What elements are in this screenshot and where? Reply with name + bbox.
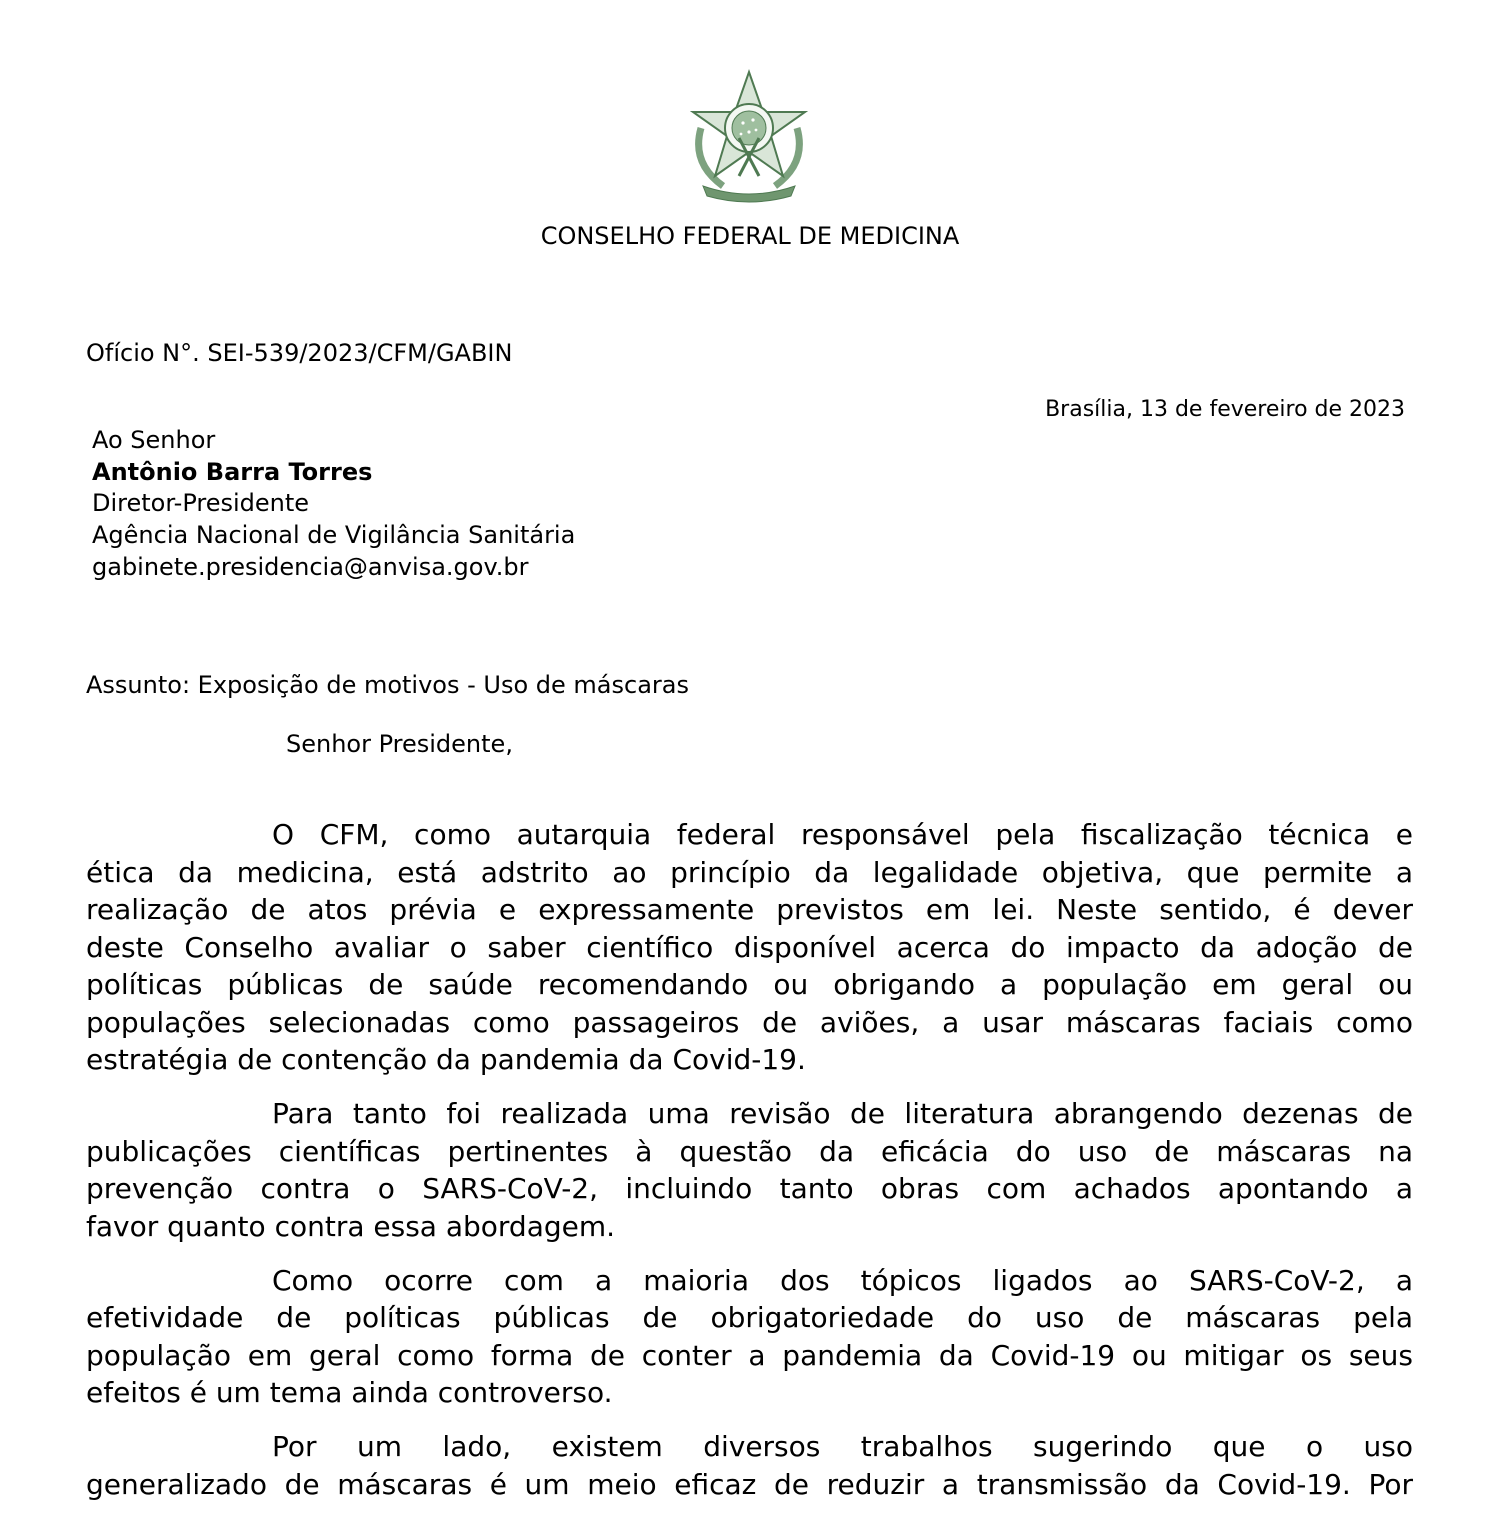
paragraph-line: populações selecionadas como passageiros de aviões, a usar máscaras faciais como xyxy=(86,1005,1413,1039)
letter-date: Brasília, 13 de fevereiro de 2023 xyxy=(1045,397,1405,422)
body-paragraph xyxy=(86,1428,1413,1503)
body-paragraph xyxy=(86,816,1413,1079)
subject-line: Assunto: Exposição de motivos - Uso de máscaras xyxy=(86,671,689,699)
paragraph-line: O CFM, como autarquia federal responsável pela fiscalização técnica e xyxy=(272,818,1413,851)
recipient-salutation: Ao Senhor xyxy=(92,426,216,454)
paragraph-line: deste Conselho avaliar o saber científico disponível acerca do impacto da adoção de xyxy=(86,930,1413,964)
paragraph-line: generalizado de máscaras é um meio eficaz de reduzir a transmissão da Covid-19. Por xyxy=(86,1467,1413,1501)
paragraph-line: efetividade de políticas públicas de obrigatoriedade do uso de máscaras pela xyxy=(86,1301,1413,1334)
paragraph-line: população em geral como forma de conter a pandemia da Covid-19 ou mitigar os seus xyxy=(86,1338,1413,1372)
oficio-number: Ofício N°. SEI-539/2023/CFM/GABIN xyxy=(86,339,513,367)
paragraph-line: prevenção contra o SARS-CoV-2, incluindo tanto obras com achados apontando a xyxy=(86,1172,1413,1205)
body-paragraph xyxy=(86,1262,1413,1412)
paragraph-line: estratégia de contenção da pandemia da Covid-19. xyxy=(86,1043,806,1076)
paragraph-line: políticas públicas de saúde recomendando ou obrigando a população em geral ou xyxy=(86,968,1413,1001)
paragraph-line: Para tanto foi realizada uma revisão de literatura abrangendo dezenas de xyxy=(272,1097,1413,1130)
recipient-name: Antônio Barra Torres xyxy=(92,457,373,486)
letter-body xyxy=(86,816,1413,1520)
greeting: Senhor Presidente, xyxy=(286,730,513,758)
recipient-block xyxy=(92,425,575,584)
body-paragraph xyxy=(86,1095,1413,1245)
recipient-email: gabinete.presidencia@anvisa.gov.br xyxy=(92,552,529,581)
paragraph-line: Como ocorre com a maioria dos tópicos ligados ao SARS-CoV-2, a xyxy=(272,1263,1413,1297)
paragraph-line: Por um lado, existem diversos trabalhos sugerindo que o uso xyxy=(272,1430,1413,1463)
paragraph-line: ética da medicina, está adstrito ao princípio da legalidade objetiva, que permite a xyxy=(86,855,1413,889)
recipient-agency: Agência Nacional de Vigilância Sanitária xyxy=(92,521,576,550)
organization-name: CONSELHO FEDERAL DE MEDICINA xyxy=(540,222,960,250)
paragraph-line: publicações científicas pertinentes à questão da eficácia do uso de máscaras na xyxy=(86,1134,1413,1168)
recipient-title: Diretor-Presidente xyxy=(92,489,310,518)
coat-of-arms-seal xyxy=(683,68,815,204)
paragraph-line: favor quanto contra essa abordagem. xyxy=(86,1209,616,1243)
paragraph-line: efeitos é um tema ainda controverso. xyxy=(86,1376,613,1409)
paragraph-line: realização de atos prévia e expressamente previstos em lei. Neste sentido, é dever xyxy=(86,893,1413,926)
